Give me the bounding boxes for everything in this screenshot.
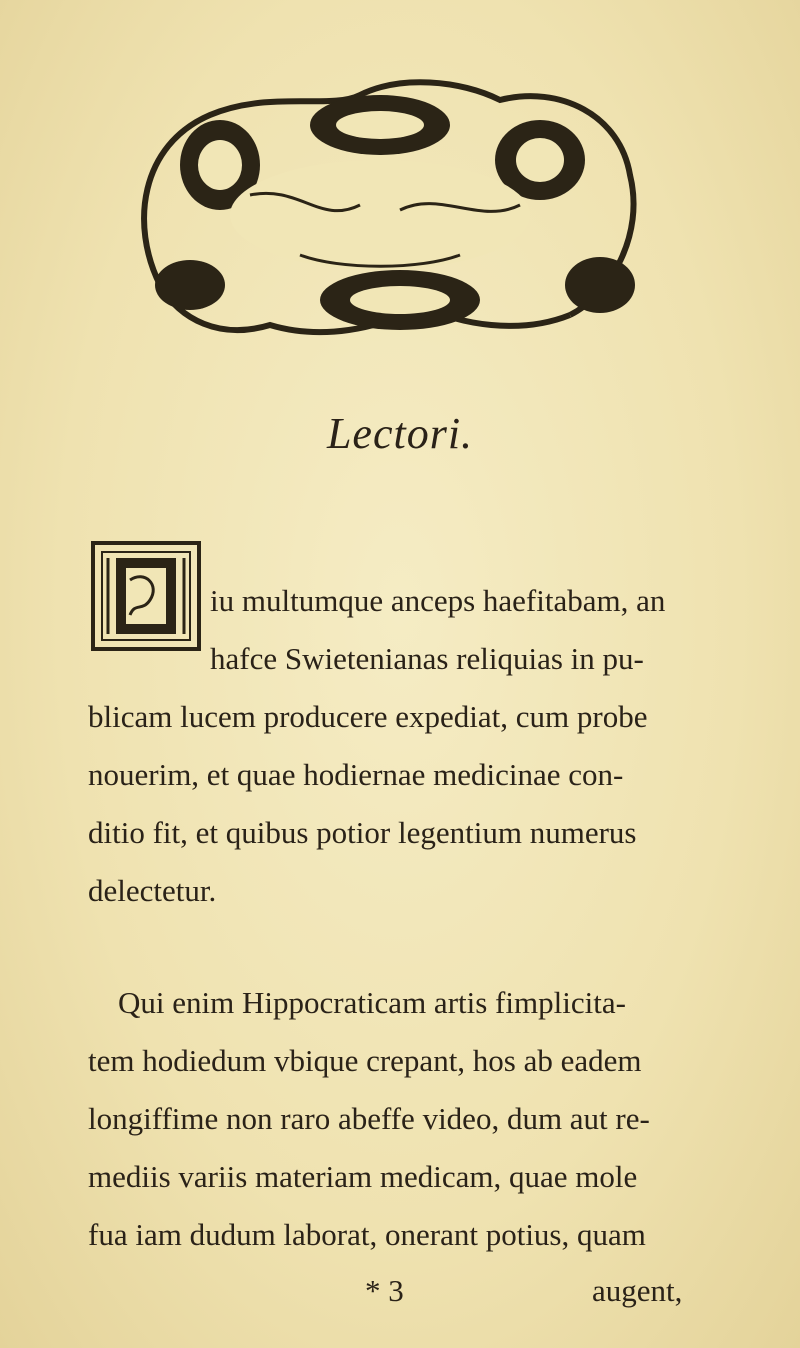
decorated-initial [90,540,202,652]
text-line: nouerim, et quae hodiernae medicinae con- [88,757,624,792]
text-line: ditio fit, et quibus potior legentium numerus [88,815,637,850]
text-line: hafce Swietenianas reliquias in pu- [210,641,644,676]
text-line: iu multumque anceps haefitabam, an [210,583,666,618]
headpiece-ornament [100,55,660,355]
text-line: Qui enim Hippocraticam artis fimplicita- [118,985,626,1020]
text-line: mediis variis materiam medicam, quae mole [88,1159,638,1194]
signature-mark: * 3 [365,1273,404,1308]
text-line: delectetur. [88,873,217,908]
text-line: fua iam dudum laborat, onerant potius, quam [88,1217,646,1252]
catchword: augent, [592,1273,683,1308]
text-line: blicam lucem producere expediat, cum probe [88,699,648,734]
text-line: longiffime non raro abeffe video, dum aut re- [88,1101,650,1136]
text-line: tem hodiedum vbique crepant, hos ab eadem [88,1043,642,1078]
page-title: Lectori. [326,409,474,458]
